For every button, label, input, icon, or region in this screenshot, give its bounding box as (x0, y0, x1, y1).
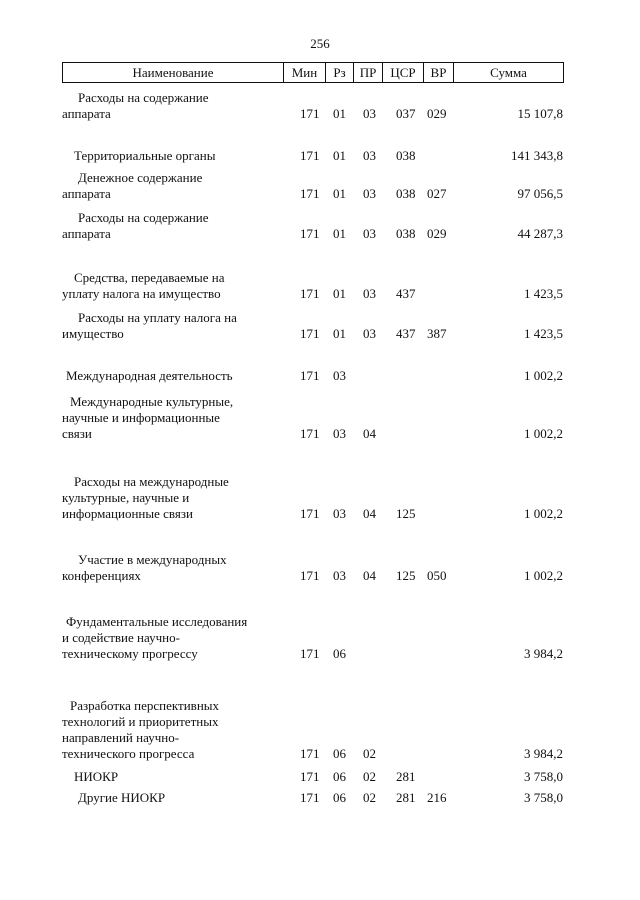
row-name (62, 170, 284, 202)
cell-vr: 029 (427, 226, 447, 241)
row-name-line: техническому прогрессу (62, 646, 198, 661)
row-name (62, 270, 284, 302)
row-name-line: аппарата (62, 226, 111, 241)
cell-pr: 03 (363, 226, 376, 241)
header-rz: Рз (325, 63, 353, 82)
row-name-line: Расходы на уплату налога на (78, 310, 237, 325)
row-name-line: Денежное содержание (78, 170, 203, 185)
cell-min: 171 (300, 186, 320, 201)
cell-sum: 3 984,2 (524, 746, 563, 761)
page-number: 256 (310, 36, 330, 51)
row-name-line: технологий и приоритетных (62, 714, 219, 729)
table-row (0, 368, 640, 384)
row-name (62, 769, 284, 785)
cell-pr: 04 (363, 426, 376, 441)
cell-sum: 44 287,3 (517, 226, 563, 241)
row-name (62, 368, 284, 384)
cell-rz: 03 (333, 368, 346, 383)
header-min: Мин (283, 63, 325, 82)
cell-csr: 125 (396, 506, 416, 521)
cell-min: 171 (300, 769, 320, 784)
cell-sum: 3 758,0 (524, 769, 563, 784)
table-row (0, 90, 640, 122)
header-name: Наименование (132, 64, 214, 80)
cell-csr: 281 (396, 769, 416, 784)
cell-rz: 03 (333, 568, 346, 583)
row-name-line: Международная деятельность (66, 368, 233, 383)
row-name-line: Международные культурные, (70, 394, 234, 409)
cell-csr: 038 (396, 186, 416, 201)
cell-rz: 03 (333, 426, 346, 441)
cell-csr: 038 (396, 148, 416, 163)
row-name (62, 552, 284, 584)
table-header (62, 62, 564, 83)
cell-min: 171 (300, 368, 320, 383)
row-name-line: Средства, передаваемые на (74, 270, 225, 285)
cell-min: 171 (300, 426, 320, 441)
header-csr: ЦСР (382, 63, 423, 82)
cell-vr: 029 (427, 106, 447, 121)
cell-pr: 03 (363, 186, 376, 201)
cell-min: 171 (300, 746, 320, 761)
cell-rz: 03 (333, 506, 346, 521)
row-name-line: Разработка перспективных (70, 698, 220, 713)
table-row (0, 170, 640, 202)
cell-sum: 15 107,8 (517, 106, 563, 121)
cell-rz: 01 (333, 148, 346, 163)
cell-sum: 3 758,0 (524, 790, 563, 805)
row-name-line: культурные, научные и (62, 490, 190, 505)
row-name-line: технического прогресса (62, 746, 195, 761)
cell-pr: 03 (363, 106, 376, 121)
row-name (62, 790, 284, 806)
table-row (0, 790, 640, 806)
cell-min: 171 (300, 286, 320, 301)
cell-sum: 141 343,8 (511, 148, 563, 163)
cell-rz: 01 (333, 226, 346, 241)
table-row (0, 270, 640, 302)
cell-rz: 01 (333, 286, 346, 301)
row-name-line: связи (62, 426, 92, 441)
cell-pr: 03 (363, 326, 376, 341)
table-row (0, 614, 640, 662)
row-name-line: и содействие научно- (62, 630, 180, 645)
header-pr: ПР (353, 63, 382, 82)
cell-sum: 1 002,2 (524, 506, 563, 521)
row-name-line: аппарата (62, 186, 111, 201)
cell-vr: 027 (427, 186, 447, 201)
cell-csr: 437 (396, 286, 416, 301)
cell-pr: 03 (363, 286, 376, 301)
cell-min: 171 (300, 226, 320, 241)
row-name-line: Расходы на международные (74, 474, 229, 489)
row-name (62, 210, 284, 242)
cell-vr: 050 (427, 568, 447, 583)
cell-pr: 03 (363, 148, 376, 163)
header-sum: Сумма (453, 63, 563, 82)
row-name-line: Территориальные органы (74, 148, 216, 163)
cell-sum: 3 984,2 (524, 646, 563, 661)
cell-sum: 97 056,5 (517, 186, 563, 201)
cell-min: 171 (300, 568, 320, 583)
cell-pr: 02 (363, 769, 376, 784)
cell-sum: 1 002,2 (524, 568, 563, 583)
row-name (62, 394, 284, 442)
row-name-line: научные и информационные (62, 410, 220, 425)
row-name (62, 614, 284, 662)
cell-pr: 04 (363, 568, 376, 583)
header-vr: ВР (423, 63, 453, 82)
row-name-line: направлений научно- (62, 730, 180, 745)
table-row (0, 148, 640, 164)
cell-sum: 1 423,5 (524, 286, 563, 301)
row-name-line: Другие НИОКР (78, 790, 166, 805)
cell-min: 171 (300, 790, 320, 805)
cell-sum: 1 423,5 (524, 326, 563, 341)
table-row (0, 698, 640, 762)
cell-rz: 06 (333, 790, 346, 805)
table-row (0, 769, 640, 785)
table-row (0, 474, 640, 522)
cell-min: 171 (300, 506, 320, 521)
table-row (0, 394, 640, 442)
cell-rz: 06 (333, 769, 346, 784)
cell-vr: 216 (427, 790, 447, 805)
cell-min: 171 (300, 148, 320, 163)
table-row (0, 210, 640, 242)
cell-sum: 1 002,2 (524, 426, 563, 441)
row-name-line: Фундаментальные исследования (66, 614, 248, 629)
cell-rz: 06 (333, 646, 346, 661)
cell-csr: 125 (396, 568, 416, 583)
row-name (62, 698, 284, 762)
cell-rz: 01 (333, 106, 346, 121)
cell-rz: 01 (333, 326, 346, 341)
cell-csr: 038 (396, 226, 416, 241)
cell-min: 171 (300, 326, 320, 341)
row-name-line: имущество (62, 326, 124, 341)
cell-min: 171 (300, 106, 320, 121)
row-name-line: информационные связи (62, 506, 193, 521)
row-name-line: уплату налога на имущество (62, 286, 221, 301)
table-row (0, 552, 640, 584)
row-name-line: конференциях (62, 568, 141, 583)
row-name-line: НИОКР (74, 769, 119, 784)
table-row (0, 310, 640, 342)
cell-pr: 02 (363, 746, 376, 761)
cell-csr: 437 (396, 326, 416, 341)
row-name (62, 474, 284, 522)
cell-rz: 06 (333, 746, 346, 761)
row-name (62, 90, 284, 122)
row-name-line: Участие в международных (78, 552, 227, 567)
cell-csr: 037 (396, 106, 416, 121)
cell-pr: 04 (363, 506, 376, 521)
row-name (62, 148, 284, 164)
cell-rz: 01 (333, 186, 346, 201)
cell-csr: 281 (396, 790, 416, 805)
cell-pr: 02 (363, 790, 376, 805)
cell-vr: 387 (427, 326, 447, 341)
cell-min: 171 (300, 646, 320, 661)
row-name (62, 310, 284, 342)
row-name-line: Расходы на содержание (78, 210, 209, 225)
cell-sum: 1 002,2 (524, 368, 563, 383)
row-name-line: Расходы на содержание (78, 90, 209, 105)
row-name-line: аппарата (62, 106, 111, 121)
